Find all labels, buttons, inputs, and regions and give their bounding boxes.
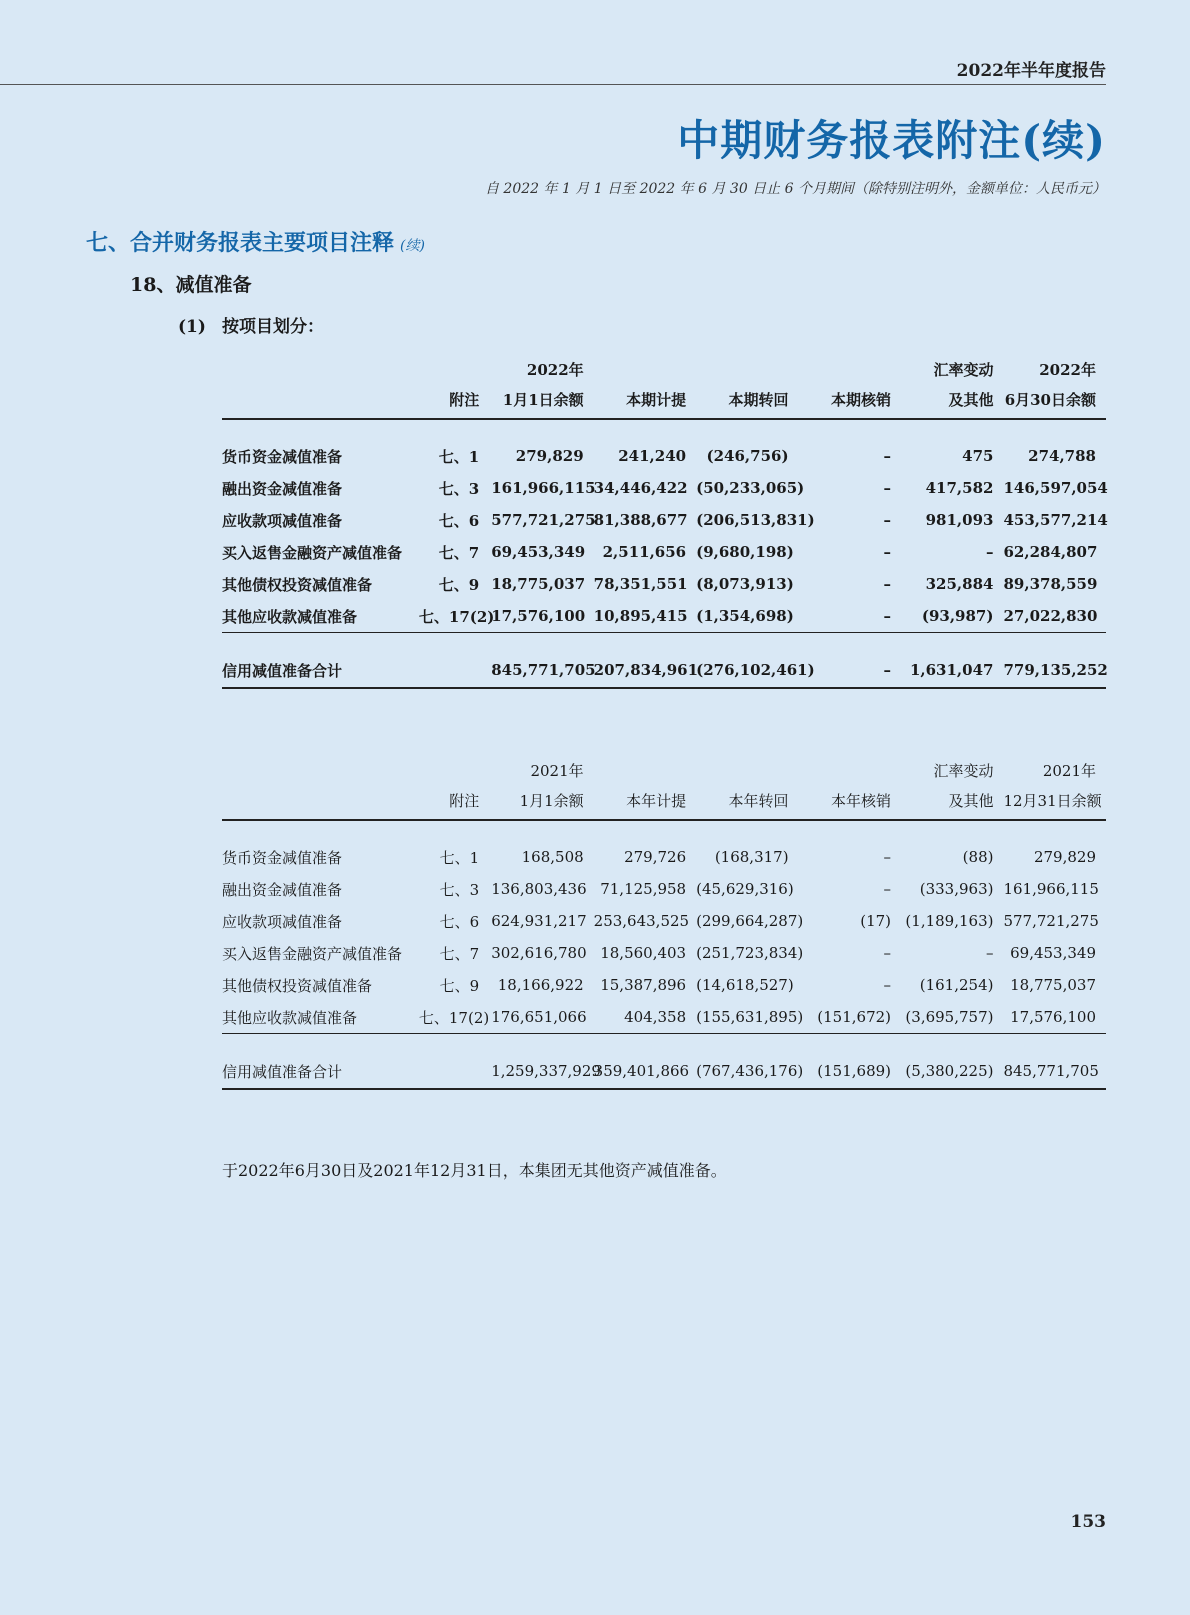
row-value: 168,508 [521, 848, 584, 866]
row-note: 七、6 [439, 912, 480, 931]
row-value: 279,726 [624, 848, 687, 866]
row-label: 货币资金减值准备 [222, 848, 343, 867]
row-value: (9,680,198) [696, 543, 794, 561]
total-label: 信用减值准备合计 [222, 653, 419, 688]
header-cell [222, 354, 419, 384]
row-value: (299,664,287) [696, 912, 804, 930]
row-value: – [883, 848, 892, 866]
row-value: – [883, 511, 892, 529]
table-spacer [222, 633, 1106, 654]
period-note: 自 2022 年 1 月 1 日至 2022 年 6 月 30 日止 6 个月期间（除特别注明外，金额单位：人民币元） [484, 181, 1106, 197]
total-value [419, 653, 491, 688]
row-label: 应收款项减值准备 [222, 912, 343, 931]
row-value: 417,582 [925, 479, 994, 497]
sub-heading [178, 312, 324, 337]
row-value: 325,884 [925, 575, 994, 593]
header-cell: 12月31日余额 [1003, 785, 1106, 820]
row-label: 融出资金减值准备 [222, 479, 343, 498]
row-value: – [883, 543, 892, 561]
header-cell: 2021年 [1042, 761, 1096, 780]
row-value: – [883, 479, 892, 497]
row-value: 18,166,922 [497, 976, 584, 994]
table-row [222, 937, 1106, 969]
row-value: (1,189,163) [905, 912, 994, 930]
total-value [419, 1054, 491, 1089]
continued-label: (续) [400, 238, 425, 254]
row-value: 18,775,037 [1010, 976, 1096, 994]
header-cell [696, 755, 798, 785]
row-note: 七、7 [439, 944, 480, 963]
row-value: (151,672) [799, 1001, 901, 1034]
row-value: – [985, 944, 994, 962]
row-note: 七、1 [439, 848, 480, 867]
header-cell: 2022年 [526, 360, 584, 379]
table-row [222, 504, 1106, 536]
row-value: – [883, 447, 892, 465]
row-value: (8,073,913) [696, 575, 794, 593]
row-value: 62,284,807 [1003, 543, 1098, 561]
page-number: 153 [1070, 1512, 1106, 1532]
row-value: 404,358 [594, 1001, 696, 1034]
row-label: 其他应收款减值准备 [222, 1001, 419, 1034]
row-value: 81,388,677 [593, 511, 688, 529]
row-value: 71,125,958 [600, 880, 687, 898]
sub-heading-number: (1) [178, 317, 206, 337]
total-value: (276,102,461) [696, 653, 798, 688]
row-value: (17) [860, 912, 892, 930]
table-header-row [222, 785, 1106, 820]
row-value: 241,240 [618, 447, 687, 465]
header-cell [419, 354, 491, 384]
table-spacer [222, 419, 1106, 440]
section-heading [86, 226, 425, 257]
row-value: (88) [962, 848, 994, 866]
header-cell [222, 755, 419, 785]
header-cell: 及其他 [901, 384, 1003, 419]
table-row [222, 472, 1106, 504]
row-note: 七、6 [438, 511, 480, 530]
header-cell [799, 354, 901, 384]
header-cell [222, 384, 419, 419]
header-cell [222, 785, 419, 820]
header-cell [594, 755, 696, 785]
table-total-row [222, 653, 1106, 688]
header-cell [799, 755, 901, 785]
row-value: 15,387,896 [600, 976, 687, 994]
row-value: 17,576,100 [1003, 1001, 1106, 1034]
row-value: 274,788 [1028, 447, 1096, 465]
row-value: 161,966,115 [491, 479, 596, 497]
header-cell [594, 354, 696, 384]
total-value: 779,135,252 [1003, 653, 1106, 688]
header-cell: 本期转回 [696, 384, 798, 419]
row-value: (14,618,527) [696, 976, 794, 994]
row-label: 买入返售金融资产减值准备 [222, 543, 403, 562]
row-value: 577,721,275 [491, 511, 596, 529]
row-value: 302,616,780 [491, 944, 587, 962]
table-header-row [222, 354, 1106, 384]
row-value: 78,351,551 [593, 575, 688, 593]
header-cell: 本年核销 [799, 785, 901, 820]
header-cell: 本年转回 [696, 785, 798, 820]
row-value: – [883, 880, 892, 898]
table-row [222, 600, 1106, 633]
table-header-row [222, 384, 1106, 419]
header-cell: 及其他 [901, 785, 1003, 820]
header-cell: 1月1日余额 [491, 384, 593, 419]
row-note: 七、9 [439, 976, 480, 995]
header-cell: 本年计提 [594, 785, 696, 820]
report-name: 2022年半年度报告 [956, 61, 1106, 81]
row-value: – [985, 543, 994, 561]
row-value: 176,651,066 [491, 1001, 593, 1034]
row-value: 10,895,415 [594, 600, 696, 633]
row-value: 2,511,656 [602, 543, 687, 561]
total-value: 845,771,705 [1003, 1054, 1106, 1089]
row-note: 七、17(2) [419, 600, 491, 633]
total-value: 1,631,047 [901, 653, 1003, 688]
table-row [222, 536, 1106, 568]
section-heading-text: 七、合并财务报表主要项目注释 [86, 230, 395, 256]
header-cell: 1月1余额 [491, 785, 593, 820]
row-value: (50,233,065) [696, 479, 805, 497]
row-value: (155,631,895) [696, 1001, 798, 1034]
row-value: 17,576,100 [491, 600, 593, 633]
row-value: 577,721,275 [1003, 912, 1099, 930]
row-value: (93,987) [901, 600, 1003, 633]
header-cell [696, 354, 798, 384]
total-value: (767,436,176) [696, 1054, 798, 1089]
row-value: – [883, 976, 892, 994]
table-header-row [222, 755, 1106, 785]
header-cell: 本期核销 [799, 384, 901, 419]
total-value: 845,771,705 [491, 653, 593, 688]
header-rule [0, 84, 1106, 85]
row-value: (3,695,757) [901, 1001, 1003, 1034]
table-row [222, 568, 1106, 600]
table-row [222, 905, 1106, 937]
table-row [222, 841, 1106, 873]
row-note: 七、3 [439, 880, 480, 899]
row-value: – [799, 600, 901, 633]
row-value: – [883, 575, 892, 593]
row-label: 其他应收款减值准备 [222, 600, 419, 633]
row-value: 146,597,054 [1003, 479, 1108, 497]
sub-heading-title: 按项目划分： [222, 317, 324, 337]
row-label: 货币资金减值准备 [222, 447, 343, 466]
table-row [222, 440, 1106, 472]
row-label: 其他债权投资减值准备 [222, 976, 373, 995]
row-note: 七、3 [438, 479, 480, 498]
header-cell: 本期计提 [594, 384, 696, 419]
row-value: 981,093 [925, 511, 994, 529]
table-total-row [222, 1054, 1106, 1089]
total-value: – [799, 653, 901, 688]
total-value: 359,401,866 [594, 1054, 696, 1089]
row-value: 279,829 [1033, 848, 1096, 866]
row-label: 应收款项减值准备 [222, 511, 343, 530]
impairment-table-2021 [222, 755, 1106, 1090]
table-spacer [222, 820, 1106, 841]
row-value: 69,453,349 [491, 543, 586, 561]
table-row [222, 1001, 1106, 1034]
table-row [222, 873, 1106, 905]
row-value: 253,643,525 [593, 912, 690, 930]
total-value: 207,834,961 [594, 653, 696, 688]
row-value: (246,756) [706, 447, 789, 465]
row-note: 七、17(2) [419, 1001, 491, 1034]
row-value: 27,022,830 [1003, 600, 1106, 633]
total-label: 信用减值准备合计 [222, 1054, 419, 1089]
total-value: (5,380,225) [901, 1054, 1003, 1089]
header-cell: 6月30日余额 [1003, 384, 1106, 419]
row-value: 453,577,214 [1003, 511, 1108, 529]
row-value: 18,775,037 [491, 575, 586, 593]
row-note: 七、9 [438, 575, 480, 594]
row-value: (161,254) [919, 976, 994, 994]
row-value: 34,446,422 [593, 479, 688, 497]
row-value: (251,723,834) [696, 944, 804, 962]
row-label: 买入返售金融资产减值准备 [222, 944, 403, 963]
row-value: 89,378,559 [1003, 575, 1098, 593]
row-value: (168,317) [714, 848, 789, 866]
row-value: 136,803,436 [491, 880, 587, 898]
footnote: 于2022年6月30日及2021年12月31日，本集团无其他资产减值准备。 [222, 1161, 727, 1180]
row-value: 18,560,403 [600, 944, 687, 962]
header-cell [419, 755, 491, 785]
table-row [222, 969, 1106, 1001]
row-value: 69,453,349 [1010, 944, 1096, 962]
header-cell: 附注 [419, 384, 491, 419]
row-value: (1,354,698) [696, 600, 798, 633]
header-cell: 2021年 [530, 761, 584, 780]
row-value: (45,629,316) [696, 880, 794, 898]
total-value: 1,259,337,929 [491, 1054, 593, 1089]
header-cell: 汇率变动 [933, 761, 994, 780]
header-cell: 汇率变动 [933, 360, 994, 379]
row-value: – [883, 944, 892, 962]
impairment-table-2022 [222, 354, 1106, 689]
row-value: 279,829 [515, 447, 584, 465]
header-cell: 2022年 [1039, 360, 1096, 379]
total-value: (151,689) [799, 1054, 901, 1089]
row-label: 融出资金减值准备 [222, 880, 343, 899]
row-value: (206,513,831) [696, 511, 815, 529]
row-label: 其他债权投资减值准备 [222, 575, 373, 594]
table-spacer [222, 1034, 1106, 1055]
row-note: 七、1 [438, 447, 480, 466]
page-title: 中期财务报表附注(续) [677, 116, 1106, 165]
row-note: 七、7 [438, 543, 480, 562]
row-value: (333,963) [919, 880, 994, 898]
row-value: 475 [962, 447, 994, 465]
item-heading: 18、减值准备 [130, 274, 252, 296]
row-value: 161,966,115 [1003, 880, 1099, 898]
header-cell: 附注 [419, 785, 491, 820]
row-value: 624,931,217 [491, 912, 587, 930]
